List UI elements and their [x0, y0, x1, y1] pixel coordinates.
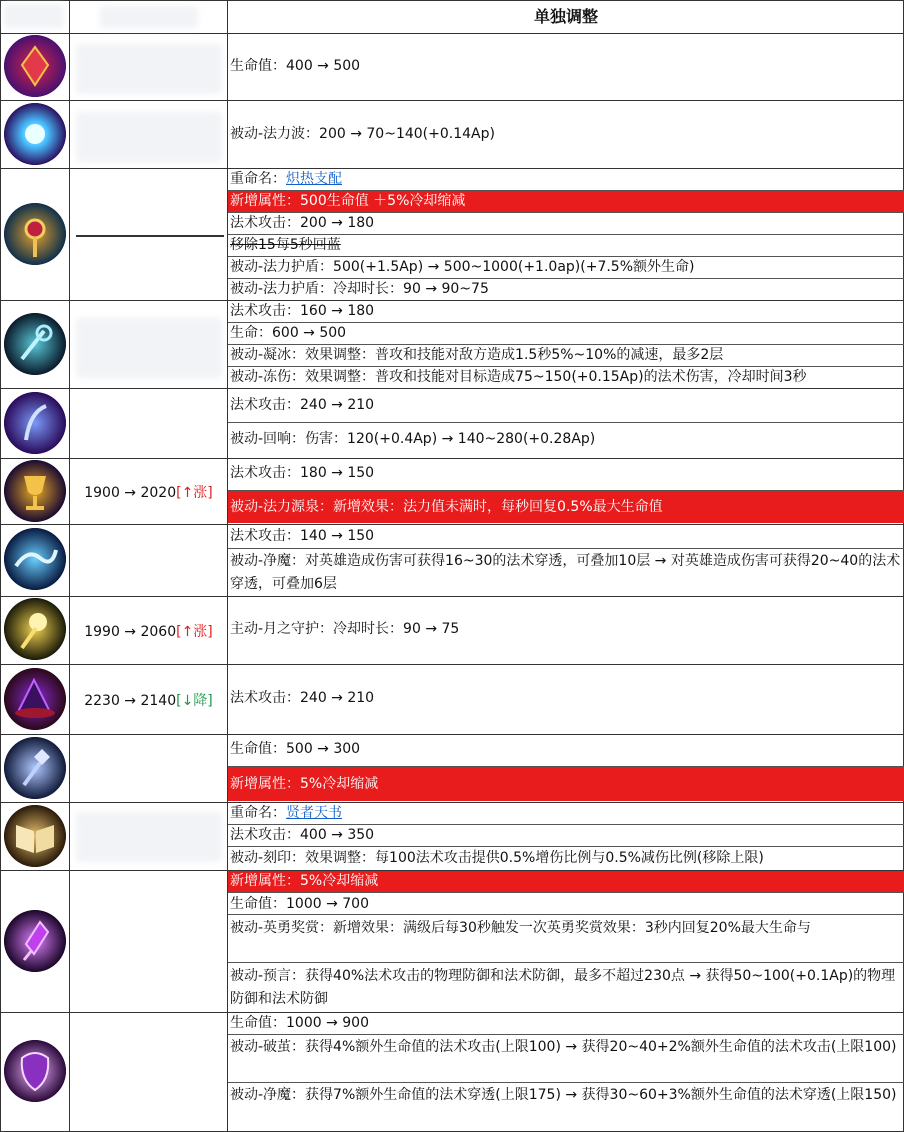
row7-line1: 法术攻击：140 → 150 [230, 528, 375, 544]
row12-line2: 生命值：1000 → 700 [230, 896, 369, 912]
row6-line2: 被动-法力源泉：新增效果：法力值未满时，每秒回复0.5%最大生命值 [228, 491, 904, 523]
row7-line2: 被动-净魔：对英雄造成伤害可获得16~30的法术穿透，可叠加10层 → 对英雄造成伤害可获得20~40的法术穿透，可叠加6层 [230, 553, 901, 592]
row3-line2: 法术攻击：200 → 180 [230, 215, 375, 231]
price-up-tag: [↑涨] [176, 485, 213, 501]
removed-mana-regen: 移除15每5秒回蓝 [230, 237, 341, 253]
rename-link-xianzhe-tianshu[interactable]: 贤者天书 [286, 805, 342, 821]
row9-line1: 法术攻击：240 → 210 [230, 690, 375, 706]
row1-line1: 生命值：400 → 500 [230, 58, 361, 74]
echo-staff-icon [4, 392, 66, 454]
header-title: 单独调整 [533, 7, 598, 26]
rename-link-chire-zhipei[interactable]: 炽热支配 [286, 171, 342, 187]
row4-line1: 法术攻击：160 → 180 [230, 303, 375, 319]
row6-price [70, 482, 227, 502]
golden-scepter-icon [4, 203, 66, 265]
row5-line2: 被动-回响：伤害：120(+0.4Ap) → 140~280(+0.28Ap) [230, 431, 596, 447]
row12-line3: 被动-英勇奖赏：新增效果：满级后每30秒触发一次英勇奖赏效果：3秒内回复20%最大生命与 [230, 920, 811, 936]
row3-line5: 被动-法力护盾：冷却时长：90 → 90~75 [230, 281, 489, 297]
row5-line1: 法术攻击：240 → 210 [230, 397, 375, 413]
purple-crystal-icon [4, 910, 66, 972]
name-cell-blurred [76, 812, 222, 862]
crystal-wand-icon [4, 737, 66, 799]
row3-line1: 新增属性：500生命值 ＋5%冷却缩减 [228, 191, 904, 212]
crimson-gem-amulet-icon [4, 35, 66, 97]
blue-orb-icon [4, 103, 66, 165]
header-price-cell-blurred [100, 6, 198, 28]
row8-price [70, 621, 227, 641]
header-icon-cell-blurred [4, 4, 64, 28]
blue-wave-icon [4, 528, 66, 590]
frost-staff-icon [4, 313, 66, 375]
row3-rename [228, 169, 904, 190]
row3-line3 [228, 235, 904, 256]
row4-line2: 生命：600 → 500 [230, 325, 347, 341]
moon-scepter-icon [4, 598, 66, 660]
row11-line1: 法术攻击：400 → 350 [230, 827, 375, 843]
row11-line2: 被动-刻印：效果调整：每100法术攻击提供0.5%增伤比例与0.5%减伤比例(移除上限) [230, 850, 764, 866]
row10-line1: 生命值：500 → 300 [230, 741, 361, 757]
name-cell-blurred [76, 112, 222, 162]
row4-line3: 被动-凝冰：效果调整：普攻和技能对敌方造成1.5秒5%~10%的减速，最多2层 [230, 347, 724, 363]
row13-line3: 被动-净魔：获得7%额外生命值的法术穿透(上限175) → 获得30~60+3%额外生命值的法术穿透(上限150) [230, 1087, 897, 1103]
spell-book-icon [4, 805, 66, 867]
price-change: 2230 → 2140 [84, 693, 177, 709]
rename-prefix: 重命名： [230, 805, 286, 821]
golden-chalice-icon [4, 460, 66, 522]
row11-rename [228, 803, 904, 824]
row12-line1: 新增属性：5%冷却缩减 [228, 871, 904, 892]
name-cell-blurred [76, 318, 222, 378]
row9-price [70, 690, 227, 710]
row8-line1: 主动-月之守护：冷却时长：90 → 75 [230, 621, 460, 637]
price-change: 1990 → 2060 [84, 624, 177, 640]
row3-line4: 被动-法力护盾：500(+1.5Ap) → 500~1000(+1.0ap)(+7.5%额外生命) [230, 259, 695, 275]
price-up-tag: [↑涨] [176, 624, 213, 640]
name-cell-strike [76, 235, 224, 237]
wizard-hat-icon [4, 668, 66, 730]
row10-line2: 新增属性：5%冷却缩减 [228, 767, 904, 801]
price-change: 1900 → 2020 [84, 485, 177, 501]
row2-line1: 被动-法力波：200 → 70~140(+0.14Ap) [230, 126, 495, 142]
rename-prefix: 重命名： [230, 171, 286, 187]
name-cell-blurred [76, 44, 222, 94]
row13-line1: 生命值：1000 → 900 [230, 1015, 369, 1031]
row12-line4: 被动-预言：获得40%法术攻击的物理防御和法术防御，最多不超过230点 → 获得50~100(+0.1Ap)的物理防御和法术防御 [230, 968, 896, 1007]
violet-mask-icon [4, 1040, 66, 1102]
price-down-tag: [↓降] [176, 693, 213, 709]
row13-line2: 被动-破茧：获得4%额外生命值的法术攻击(上限100) → 获得20~40+2%额外生命值的法术攻击(上限100) [230, 1039, 897, 1055]
row6-line1: 法术攻击：180 → 150 [230, 465, 375, 481]
row4-line4: 被动-冻伤：效果调整：普攻和技能对目标造成75~150(+0.15Ap)的法术伤害，冷却时间3秒 [230, 369, 807, 385]
